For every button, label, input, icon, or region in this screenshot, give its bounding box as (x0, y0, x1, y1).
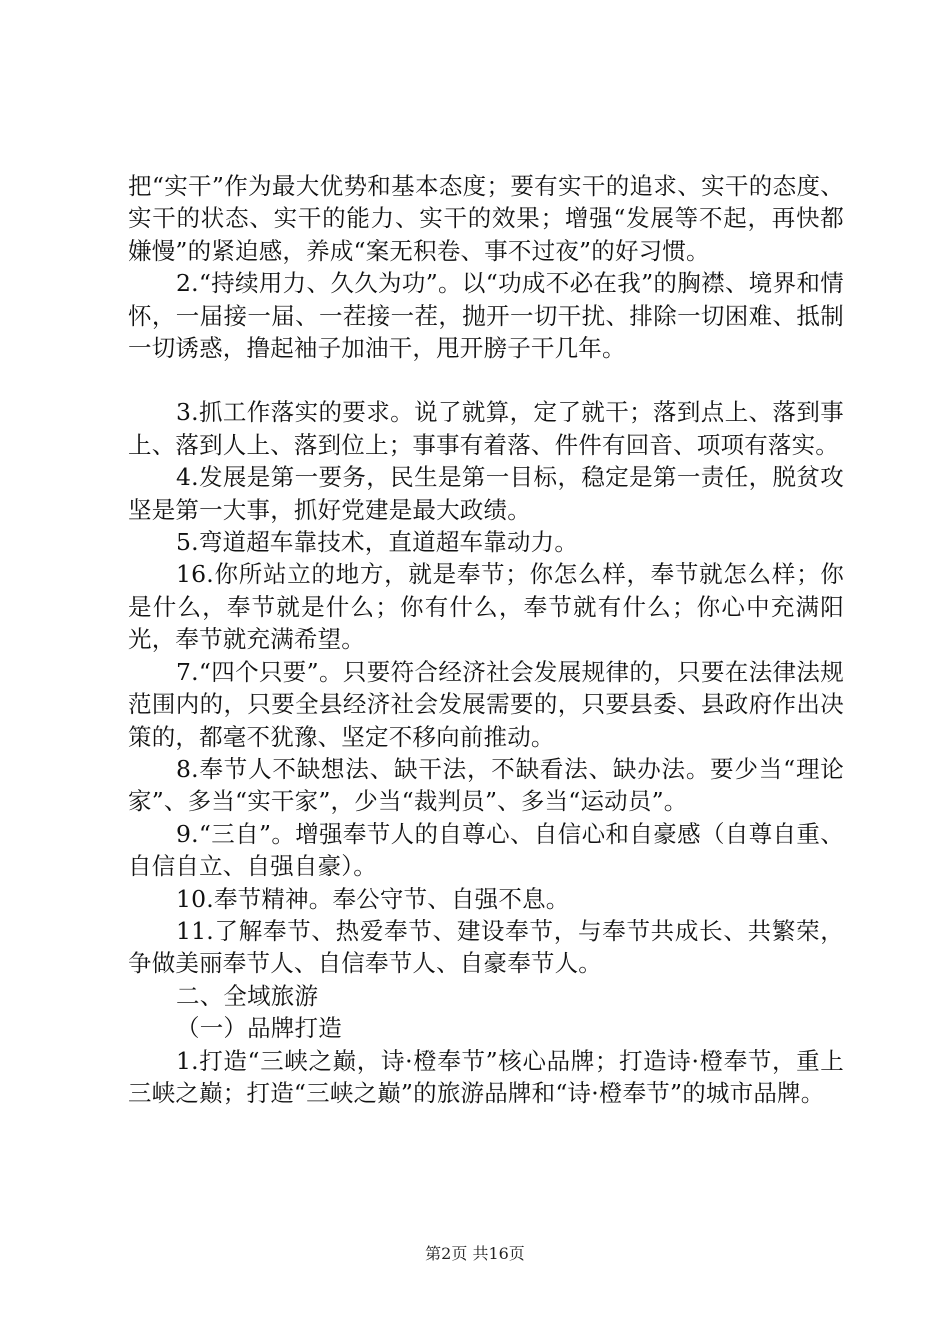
document-body (128, 170, 844, 1109)
paragraph-item-10: 10.奉节精神。奉公守节、自强不息。 (176, 884, 570, 913)
paragraph-brand-1: 1.打造“三峡之巅，诗·橙奉节”核心品牌；打造诗·橙奉节，重上三峡之巅；打造“三峡之巅”的旅游品牌和“诗·橙奉节”的城市品牌。 (128, 1046, 844, 1107)
paragraph-item-4: 4.发展是第一要务，民生是第一目标，稳定是第一责任，脱贫攻坚是第一大事，抓好党建是最大政绩。 (128, 463, 844, 524)
paragraph-continuation: 把“实干”作为最大优势和基本态度；要有实干的追求、实干的态度、实干的状态、实干的能力、实干的效果；增强“发展等不起，再快都嫌慢”的紧迫感，养成“案无积卷、事不过夜”的好习惯。 (128, 172, 844, 265)
paragraph-item-16: 16.你所站立的地方，就是奉节；你怎么样，奉节就怎么样；你是什么，奉节就是什么；你有什么，奉节就有什么；你心中充满阳光，奉节就充满希望。 (128, 560, 844, 654)
paragraph-item-11: 11.了解奉节、热爱奉节、建设奉节，与奉节共成长、共繁荣，争做美丽奉节人、自信奉节人、自豪奉节人。 (128, 916, 844, 978)
subsection-heading: （一）品牌打造 (176, 1014, 342, 1043)
paragraph-item-9: 9.“三自”。增强奉节人的自尊心、自信心和自豪感（自尊自重、自信自立、自强自豪）。 (128, 819, 844, 881)
paragraph-item-7: 7.“四个只要”。只要符合经济社会发展规律的，只要在法律法规范围内的，只要全县经济社会发展需要的，只要县委、县政府作出决策的，都毫不犹豫、坚定不移向前推动。 (128, 657, 844, 751)
page-footer: 第2页 共16页 (425, 1244, 525, 1263)
paragraph-item-8: 8.奉节人不缺想法、缺干法，不缺看法、缺办法。要少当“理论家”、多当“实干家”，少当“裁判员”、多当“运动员”。 (128, 754, 844, 816)
section-heading: 二、全域旅游 (176, 981, 319, 1010)
paragraph-item-5: 5.弯道超车靠技术，直道超车靠动力。 (176, 528, 579, 557)
paragraph-item-2: 2.“持续用力、久久为功”。以“功成不必在我”的胸襟、境界和情怀，一届接一届、一茬接一茬，抛开一切干扰、排除一切困难、抵制一切诱惑，撸起袖子加油干，甩开膀子干几年。 (128, 269, 844, 363)
paragraph-item-3: 3.抓工作落实的要求。说了就算，定了就干；落到点上、落到事上、落到人上、落到位上；事事有着落、件件有回音、项项有落实。 (128, 398, 844, 459)
